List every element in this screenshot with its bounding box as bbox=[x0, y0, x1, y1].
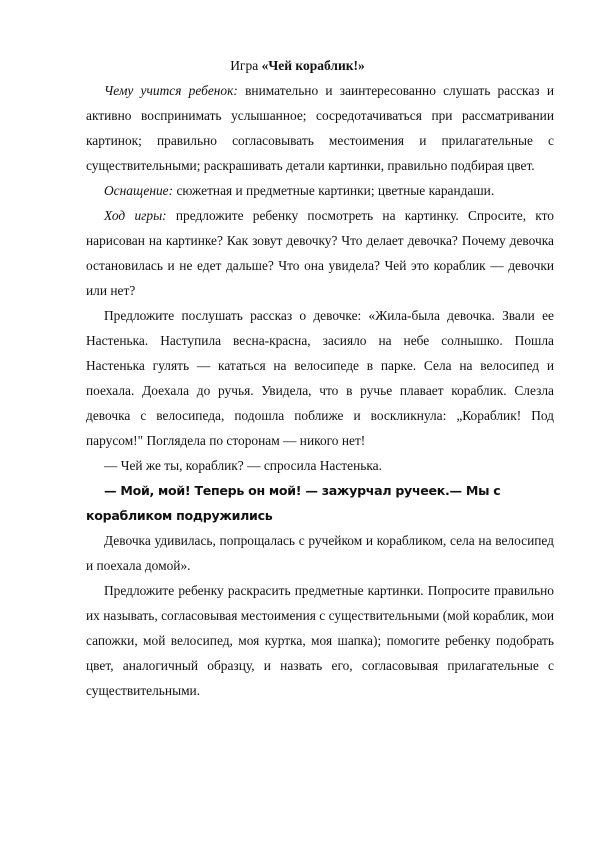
course-paragraph bbox=[86, 203, 554, 303]
equipment-label: Оснащение: bbox=[104, 183, 174, 198]
document-title bbox=[0, 58, 595, 74]
task-paragraph: Предложите ребенку раскрасить предметные картинки. Попросите правильно их называть, согласовывая местоимения с существительными (мой кораблик, мои сапожки, мой велосипед, моя куртка, моя шапка); помогите ребенку подобрать цвет, аналогичный образцу, и назвать его, согласовывая прилагательные с существительными. bbox=[86, 583, 554, 698]
document-body bbox=[86, 78, 554, 703]
question-line: — Чей же ты, кораблик? — спросила Настенька. bbox=[104, 458, 382, 473]
goal-text: внимательно и заинтересованно слушать рассказ и активно воспринимать услышанное; сосредотачиваться при рассматривании картинок; правильно согласовывать местоимения и прилагательные с существительными; раскрашивать детали картинки, правильно подбирая цвет. bbox=[86, 83, 554, 173]
course-text: предложите ребенку посмотреть на картинку. Спросите, кто нарисован на картинке? Как зовут девочку? Что делает девочка? Почему девочка остановилась и не едет дальше? Что она увидела? Чей это кораблик — девочки или нет? bbox=[86, 208, 554, 298]
equipment-paragraph bbox=[86, 178, 554, 203]
title-prefix: Игра bbox=[230, 58, 262, 73]
answer-paragraph: — Мой, мой! Теперь он мой! — зажурчал ручеек.— Мы с корабликом подружились bbox=[86, 483, 501, 523]
equipment-text: сюжетная и предметные картинки; цветные карандаши. bbox=[173, 183, 495, 198]
course-label: Ход игры: bbox=[104, 208, 167, 223]
goal-paragraph bbox=[86, 78, 554, 178]
goal-label: Чему учится ребенок: bbox=[104, 83, 238, 98]
ending-paragraph: Девочка удивилась, попрощалась с ручейком и корабликом, села на велосипед и поехала домой». bbox=[86, 533, 554, 573]
title-game-name: «Чей кораблик!» bbox=[261, 58, 365, 73]
story-paragraph: Предложите послушать рассказ о девочке: «Жила-была девочка. Звали ее Настенька. Наступила весна-красна, засияло на небе солнышко. Пошла Настенька гулять — кататься на велосипеде в парке. Села на велосипед и поехала. Доехала до ручья. Увидела, что в ручье плавает кораблик. Слезла девочка с велосипеда, подошла поближе и воскликнула: „Кораблик! Под парусом!" Поглядела по сторонам — никого нет! bbox=[86, 308, 554, 448]
